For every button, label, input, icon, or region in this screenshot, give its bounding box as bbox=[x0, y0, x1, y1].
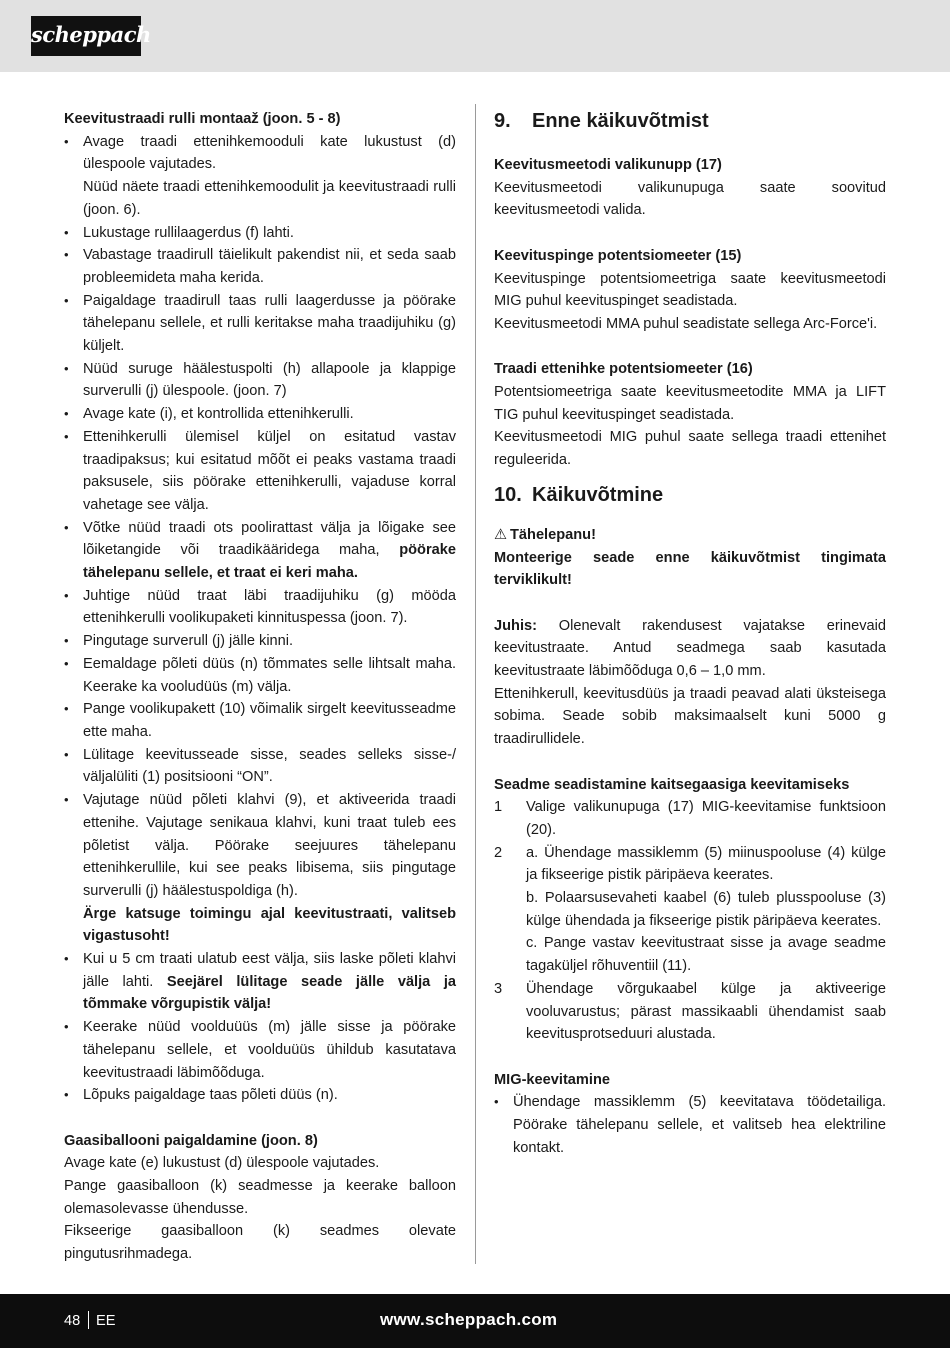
paragraph: Keevitusmeetodi valikunupuga saate soovitud keevitusmeetodi valida. bbox=[494, 179, 886, 219]
paragraph: Potentsiomeetriga saate keevitusmeetodite MMA ja LIFT TIG puhul keevituspinget seadistada. bbox=[494, 384, 886, 423]
list-item: • Pingutage surverull (j) jälle kinni. bbox=[64, 630, 456, 653]
subheading-wire-feed-potentiometer: Traadi ettenihke potentsiomeeter (16) bbox=[494, 361, 753, 378]
paragraph: Avage kate (e) lukustust (d) ülespoole vajutades. bbox=[64, 1155, 380, 1172]
section-heading-10 bbox=[494, 482, 886, 508]
list-item: • Ühendage massiklemm (5) keevitatava töödetailiga. Pöörake tähelepanu sellele, et valitseb hea elektriline kontakt. bbox=[494, 1091, 886, 1159]
website-url: www.scheppach.com bbox=[380, 1310, 558, 1329]
step-text: c. Pange vastav keevitustraat sisse ja avage seadme tagaküljel rõhuventiil (11). bbox=[526, 935, 886, 975]
section-title: Enne käikuvõtmist bbox=[532, 110, 709, 132]
subheading-method-selector: Keevitusmeetodi valikunupp (17) bbox=[494, 157, 722, 173]
step-text: Valige valikunupuga (17) MIG-keevitamise funktsioon (20). bbox=[526, 799, 886, 838]
page-header bbox=[0, 0, 950, 72]
warning-heading bbox=[494, 524, 886, 547]
step-text: a. Ühendage massiklemm (5) miinuspooluse (4) külge ja fikseerige pistik päripäeva keerates. bbox=[526, 844, 886, 884]
step-text: • Avage traadi ettenihkemooduli kate lukustust (d) ülespoole vajutades. bbox=[83, 133, 456, 173]
step-number: 2 bbox=[494, 844, 503, 861]
note-text: Olenevalt rakendusest vajatakse erinevaid keevitustraate. Antud seadmega saab kasutada keevitustraate läbimõõduga 0,6 – 1,0 mm. bbox=[494, 617, 886, 680]
list-item: • Ettenihkerulli ülemisel küljel on esitatud vastav traadipaksus; kui esitatud mõõt ei peaks vastama traadi paksusele, siis pöörake ettenihkerulli, vajaduse korral vahetage see välja. bbox=[64, 426, 456, 517]
step-text: Võtke nüüd traadi ots poolirattast välja ja lõigake see lõiketangide või traadikääridega maha, bbox=[83, 519, 456, 559]
section-title: Käikuvõtmine bbox=[532, 483, 664, 506]
page-number: 48 bbox=[64, 1313, 81, 1329]
subheading-mig-welding: MIG-keevitamine bbox=[494, 1071, 610, 1088]
list-item bbox=[64, 131, 456, 222]
step-warning: Seejärel lülitage seade jälle välja ja tõmmake võrgupistik välja! bbox=[83, 973, 456, 1013]
step-text: Kui u 5 cm traati ulatub eest välja, siis laske põleti klahvi jälle lahti. bbox=[83, 951, 456, 990]
step-warning: pöörake tähelepanu sellele, et traat ei keri maha. bbox=[83, 542, 456, 582]
section-title-gas-cylinder: Gaasiballooni paigaldamine (joon. 8) bbox=[64, 1132, 318, 1149]
subheading-shielding-gas-setup: Seadme seadistamine kaitsegaasiga keevitamiseks bbox=[494, 776, 850, 793]
list-item: • Lukustage rullilaagerdus (f) lahti. bbox=[64, 222, 456, 245]
logo-text: scheppach bbox=[31, 22, 151, 47]
list-item: • Pange voolikupakett (10) võimalik sirgelt keevitusseadme ette maha. bbox=[64, 698, 456, 743]
scheppach-logo bbox=[31, 16, 151, 56]
warning-label: Tähelepanu! bbox=[510, 526, 596, 543]
step-text: Nüüd näete traadi ettenihkemoodulit ja keevitustraadi rulli (joon. 6). bbox=[83, 179, 456, 218]
mig-steps bbox=[494, 1091, 886, 1159]
paragraph: Pange gaasiballoon (k) seadmesse ja keerake balloon olemasolevasse ühendusse. bbox=[64, 1178, 456, 1217]
step-number: 3 bbox=[494, 980, 503, 997]
list-item: • Keerake nüüd voolduüüs (m) jälle sisse ja pöörake tähelepanu sellele, et voolduüüs ühildub kasutatava keevitustraadi läbimõõduga. bbox=[64, 1016, 456, 1084]
paragraph: Ettenihkerull, keevitusdüüs ja traadi peavad alati üksteisega sobima. Seade sobib maksimaalselt kuni 5000 g traadirullidele. bbox=[494, 685, 886, 748]
list-item: • Juhtige nüüd traat läbi traadijuhiku (g) mööda ettenihkerulli voolikupaketi kinnituspessa (joon. 7). bbox=[64, 585, 456, 630]
step-number: 1 bbox=[494, 799, 503, 816]
list-item: • Paigaldage traadirull taas rulli laagerdusse ja pöörake tähelepanu sellele, et rulli keritakse maha traadijuhiku (g) küljelt. bbox=[64, 290, 456, 358]
list-item: • Vabastage traadirull täielikult pakendist nii, et seda saab probleemideta maha kerida. bbox=[64, 244, 456, 289]
step-text: Ühendage võrgukaabel külge ja aktiveerige vooluvarustus; pärast massikaabli ühendamist saab keevitusprotseduuri alustada. bbox=[526, 980, 886, 1043]
step-text: • Vajutage nüüd põleti klahvi (9), et aktiveerida traadi ettenihe. Vajutage senikaua klahvi, kuni traat tuleb ees põletist välja. Pöörake seejuures tähelepanu ettenihkerullile, kui see peaks libisema, siis pingutage surverulli (j) häälestuspoldiga (h). bbox=[83, 792, 456, 899]
page-footer bbox=[0, 1294, 950, 1348]
list-item bbox=[64, 948, 456, 1016]
section-number: 9. bbox=[494, 110, 511, 132]
list-item bbox=[494, 796, 886, 841]
section-number: 10. bbox=[494, 483, 522, 506]
language-code: EE bbox=[96, 1313, 116, 1329]
warning-text: Monteerige seade enne käikuvõtmist tingimata terviklikult! bbox=[494, 549, 886, 589]
paragraph: Keevitusmeetodi MMA puhul seadistate sellega Arc-Force'i. bbox=[494, 315, 878, 332]
footer-separator bbox=[88, 1311, 89, 1329]
step-warning: Ärge katsuge toimingu ajal keevitustraati, valitseb vigastusoht! bbox=[83, 905, 456, 945]
paragraph: Keevitusmeetodi MIG puhul saate sellega traadi ettenihet reguleerida. bbox=[494, 429, 886, 469]
right-column bbox=[494, 108, 886, 1159]
subheading-voltage-potentiometer: Keevituspinge potentsiomeeter (15) bbox=[494, 247, 742, 264]
section-heading-9 bbox=[494, 108, 886, 134]
list-item: • Lülitage keevitusseade sisse, seades selleks sisse-/ väljalüliti (1) positsiooni “ON”. bbox=[64, 744, 456, 789]
left-column bbox=[64, 108, 456, 1266]
section-title-wire-reel: Keevitustraadi rulli montaaž (joon. 5 - 8) bbox=[64, 111, 341, 127]
warning-icon: ⚠ bbox=[494, 526, 508, 543]
setup-steps bbox=[494, 796, 886, 1046]
paragraph: Fikseerige gaasiballoon (k) seadmes olevate pingutusrihmadega. bbox=[64, 1223, 456, 1263]
list-item bbox=[64, 789, 456, 948]
list-item: • Nüüd suruge häälestuspolti (h) allapoole ja klappige surverulli (j) ülespoole. (joon. 7) bbox=[64, 358, 456, 403]
list-item: • Lõpuks paigaldage taas põleti düüs (n). bbox=[64, 1084, 456, 1107]
list-item bbox=[64, 517, 456, 585]
step-text: b. Polaarsusevaheti kaabel (6) tuleb plusspooluse (3) külge ühendada ja fikseerige pistik päripäeva keerates. bbox=[526, 890, 886, 929]
paragraph: Keevituspinge potentsiomeetriga saate keevitusmeetodi MIG puhul keevituspinget seadistada. bbox=[494, 270, 886, 310]
note-paragraph bbox=[494, 615, 886, 683]
note-label: Juhis: bbox=[494, 617, 537, 634]
list-item: • Avage kate (i), et kontrollida ettenihkerulli. bbox=[64, 403, 456, 426]
list-item bbox=[494, 978, 886, 1046]
column-divider bbox=[475, 104, 476, 1264]
wire-reel-steps bbox=[64, 131, 456, 1107]
list-item: • Eemaldage põleti düüs (n) tõmmates selle lihtsalt maha. Keerake ka vooludüüs (m) välja. bbox=[64, 653, 456, 698]
list-item bbox=[494, 842, 886, 978]
